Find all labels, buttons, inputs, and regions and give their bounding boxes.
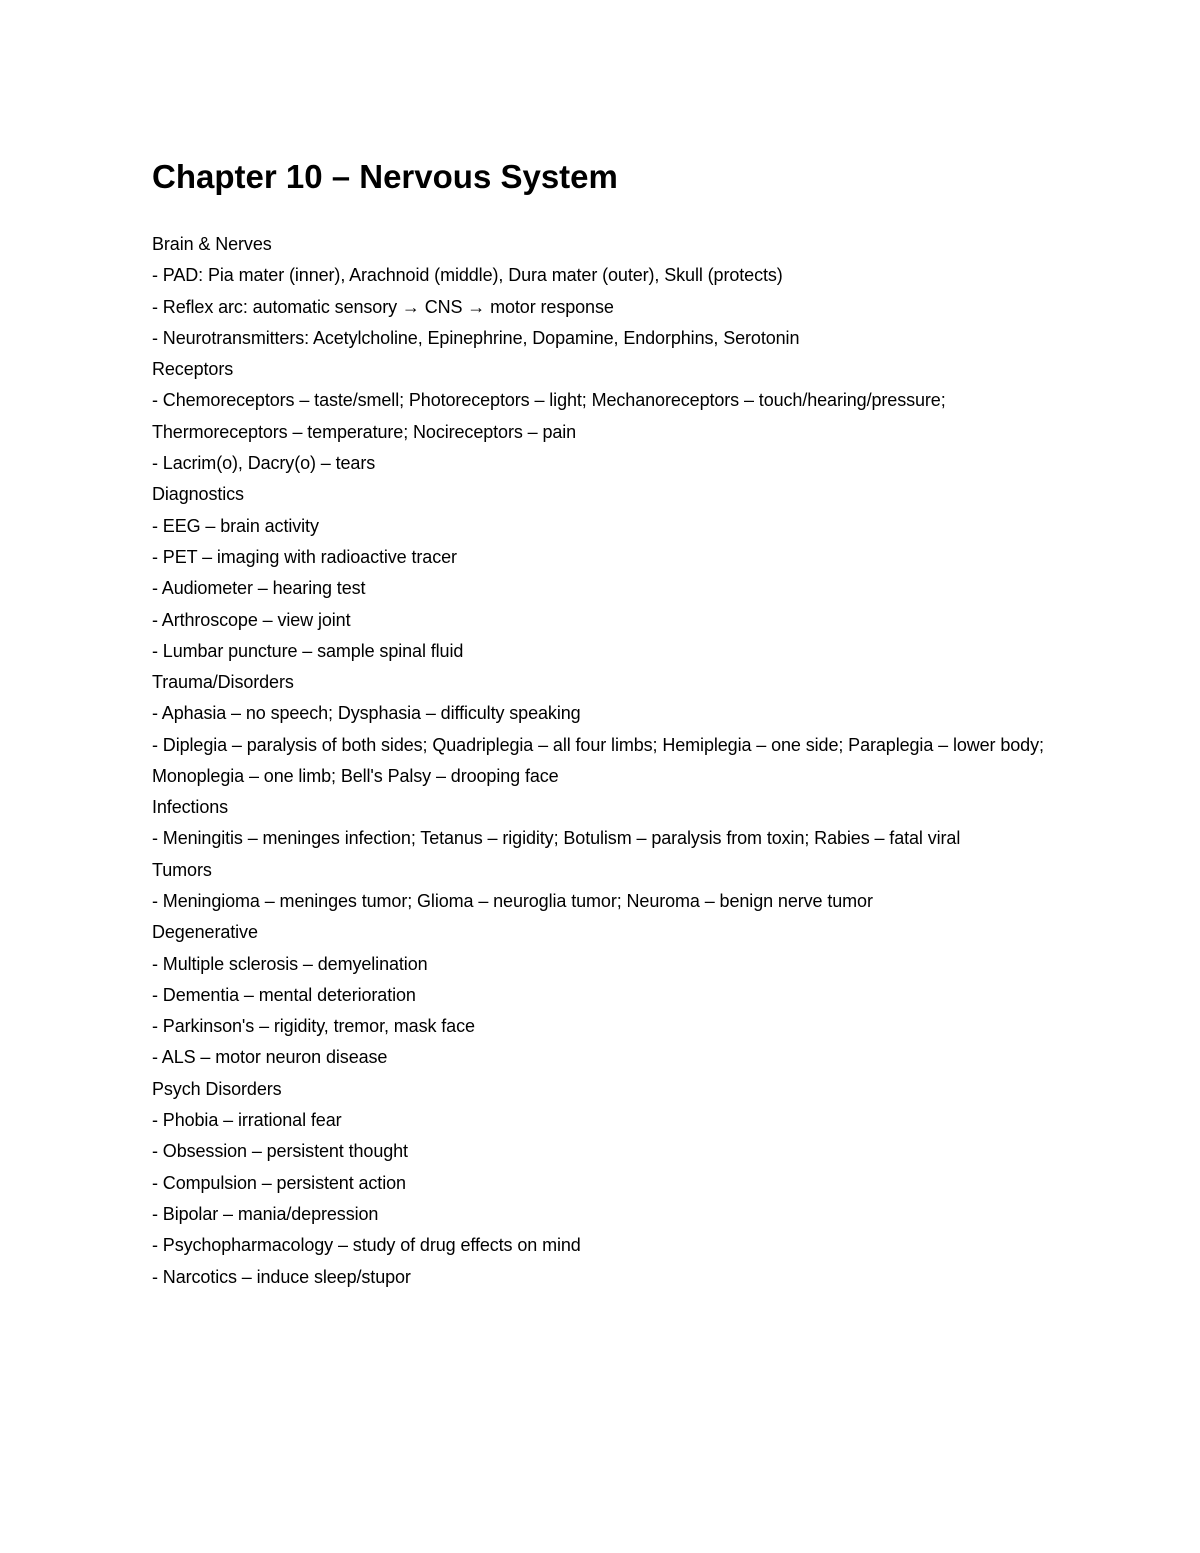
section-heading: Brain & Nerves [152,234,272,254]
list-item: - Arthroscope – view joint [152,609,351,630]
list-item: - Psychopharmacology – study of drug effects on mind [152,1235,581,1256]
page-title: Chapter 10 – Nervous System [152,158,618,195]
list-item: - Audiometer – hearing test [152,578,366,599]
list-item: - Aphasia – no speech; Dysphasia – difficulty speaking [152,703,581,724]
list-item: - Chemoreceptors – taste/smell; Photoreceptors – light; Mechanoreceptors – touch/hearing/pressure; [152,390,946,411]
section-heading: Trauma/Disorders [152,672,294,693]
list-item: - PET – imaging with radioactive tracer [152,546,457,567]
list-item: - Parkinson's – rigidity, tremor, mask face [152,1016,475,1037]
section-heading: Tumors [152,859,212,880]
notes-list [152,229,1052,1293]
section-heading: Psych Disorders [152,1078,282,1099]
list-item: - Phobia – irrational fear [152,1110,342,1131]
list-item: - Reflex arc: automatic sensory → CNS → motor response [152,296,614,317]
list-item: - Bipolar – mania/depression [152,1203,379,1224]
list-item: - Neurotransmitters: Acetylcholine, Epinephrine, Dopamine, Endorphins, Serotonin [152,327,800,348]
list-item: - EEG – brain activity [152,515,319,536]
list-item: - Dementia – mental deterioration [152,984,416,1005]
list-item: - Lumbar puncture – sample spinal fluid [152,640,464,661]
list-item: - Compulsion – persistent action [152,1172,406,1193]
section-heading: Degenerative [152,922,258,943]
list-item: - Meningitis – meninges infection; Tetanus – rigidity; Botulism – paralysis from toxin; Rabies – fatal viral [152,828,961,849]
list-item: - Narcotics – induce sleep/stupor [152,1266,411,1287]
list-item: Monoplegia – one limb; Bell's Palsy – drooping face [152,765,559,786]
list-item: - ALS – motor neuron disease [152,1047,388,1068]
list-item: - Diplegia – paralysis of both sides; Quadriplegia – all four limbs; Hemiplegia – one side; Paraplegia – lower body; [152,734,1044,755]
list-item: - Multiple sclerosis – demyelination [152,953,428,974]
list-item: - Meningioma – meninges tumor; Glioma – neuroglia tumor; Neuroma – benign nerve tumor [152,890,873,911]
section-heading: Infections [152,797,229,818]
list-item: Thermoreceptors – temperature; Nocireceptors – pain [152,421,577,442]
list-item: - Lacrim(o), Dacry(o) – tears [152,453,376,474]
list-item: - PAD: Pia mater (inner), Arachnoid (middle), Dura mater (outer), Skull (protects) [152,265,783,286]
list-item: - Obsession – persistent thought [152,1141,408,1162]
section-heading: Diagnostics [152,484,244,505]
section-heading: Receptors [152,359,234,380]
